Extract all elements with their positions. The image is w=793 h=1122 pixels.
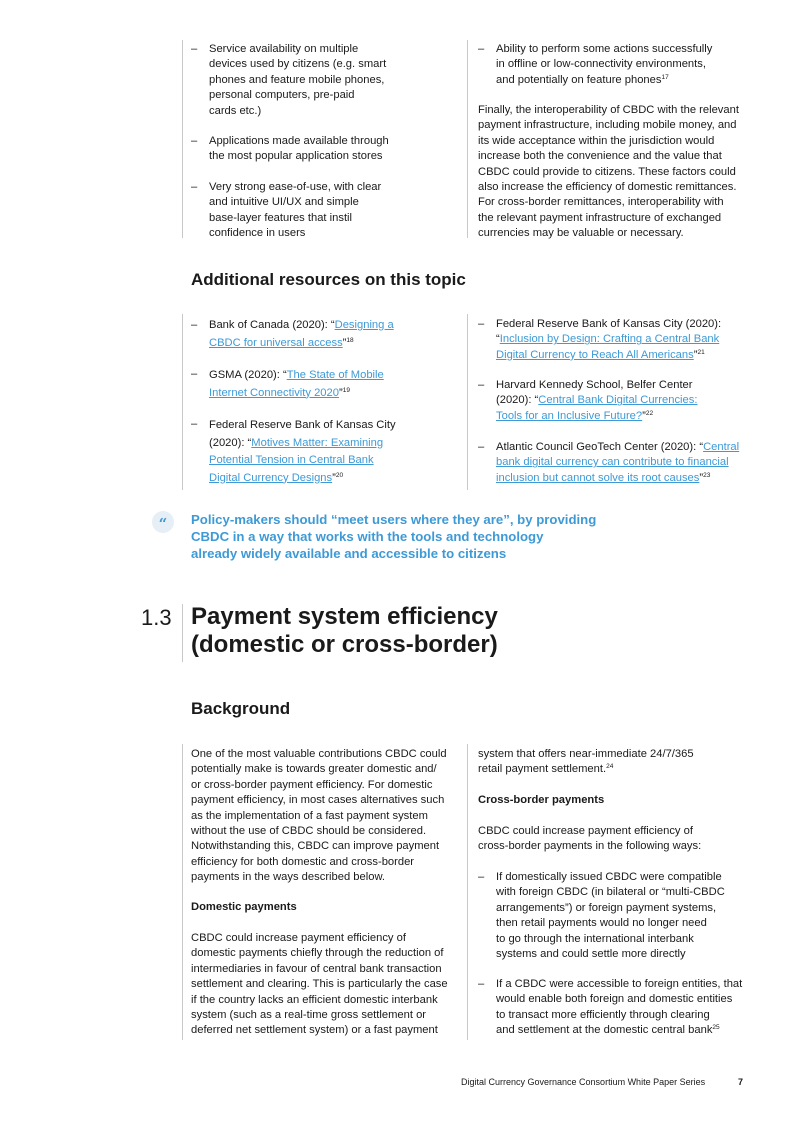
resource-link[interactable]: inclusion but cannot solve its root causes [496,471,700,484]
paragraph-line: as the implementation of a fast payment system [191,809,428,822]
top-right-rule [467,40,468,238]
section-title-line: (domestic or cross-border) [191,631,498,658]
paragraph-line: or cross-border payment efficiency. For domestic [191,778,433,791]
resource-link[interactable]: Motives Matter: Examining [251,436,384,449]
bullet-line: personal computers, pre-paid [209,89,355,102]
close-quote: ” [693,348,698,361]
footnote-ref: 17 [661,73,669,81]
footnote-ref: 18 [346,336,354,344]
resource-link[interactable]: Digital Currency to Reach All Americans [496,348,694,361]
resource-link[interactable]: Central Bank Digital Currencies: [538,394,698,407]
top-left-rule [182,40,183,238]
domestic-paragraph [191,931,463,1039]
dash: – [191,368,198,380]
bullet-line [496,73,712,88]
paragraph-line: also increase the efficiency of domestic remittances. [478,181,737,194]
dash: – [191,135,198,147]
resource-link[interactable]: Internet Connectivity 2020 [209,386,339,399]
dash: – [191,43,198,55]
dash: – [478,871,485,883]
footnote-ref: 24 [606,763,614,771]
paragraph-line: CBDC could provide to citizens. These factors could [478,165,736,178]
paragraph-line: domestic payments chiefly through the reduction of [191,947,444,960]
paragraph-line: retail payment settlement. [478,763,607,776]
dash: – [191,319,198,331]
bullet-line: If domestically issued CBDC were compatible [496,871,722,883]
dash: – [191,418,198,430]
paragraph-line: payment infrastructure, including mobile money, and [478,119,737,132]
close-quote: ” [642,409,646,422]
quote-line: already widely available and accessible to citizens [191,546,507,561]
footnote-ref: 20 [335,471,344,479]
bullet-line: to transact more efficiently through clearing [496,1008,710,1021]
resource-source: “ [496,333,500,346]
resource-link[interactable]: Inclusion by Design: Crafting a Central Bank [499,333,720,346]
dash: – [478,43,485,55]
bottom-right-rule [467,744,468,1040]
paragraph-line: increase both the convenience and the value that [478,150,722,163]
intro-paragraph [191,747,463,886]
continued-paragraph [478,747,768,778]
footnote-ref: 22 [645,409,654,417]
resource-source: Harvard Kennedy School, Belfer Center [496,379,693,391]
section-number-rule [182,604,183,662]
resource-source: Bank of Canada (2020): “ [209,319,335,331]
paragraph-line: settlement and clearing. This is particularly the case [191,978,448,991]
bullet-line: If a CBDC were accessible to foreign entities, that [496,978,743,990]
resource-link[interactable]: The State of Mobile [286,369,384,381]
resource-link[interactable]: Designing a [334,319,394,331]
bullet-line: the most popular application stores [209,150,383,163]
resource-source: (2020): “ [496,394,539,407]
bullet-line: would enable both foreign and domestic entities [496,993,733,1006]
paragraph-line: system (such as a real-time gross settlement or [191,1009,427,1022]
paragraph-line: efficiency for both domestic and cross-border [191,855,415,868]
close-quote: ” [699,471,704,484]
quote-line: Policy-makers should “meet users where they are”, by providing [191,512,597,527]
bullet-line: with foreign CBDC (in bilateral or “multi-CBDC [496,886,725,899]
resource-source: Federal Reserve Bank of Kansas City (2020): [496,318,722,330]
resources-left-rule [182,314,183,490]
bullet-line-text: and potentially on feature phones [496,73,662,86]
bullet-line: phones and feature mobile phones, [209,73,385,86]
quote-line: CBDC in a way that works with the tools and technology [191,529,544,544]
resource-link[interactable]: Digital Currency Designs [209,471,333,484]
footnote-ref: 25 [712,1024,720,1032]
paragraph-line: currencies may be valuable or necessary. [478,227,684,240]
resource-link[interactable]: Tools for an Inclusive Future? [496,409,643,422]
section-number: 1.3 [141,605,172,630]
quote-icon: “ [152,511,174,533]
pull-quote [191,511,751,562]
paragraph-line: the relevant payment infrastructure of exchanged [478,211,722,224]
paragraph-line: For cross-border remittances, interoperability with [478,196,724,209]
bullet-line: and intuitive UI/UX and simple [209,196,359,209]
paragraph-line: cross-border payments in the following ways: [478,840,702,853]
resource-link[interactable]: Central [703,441,740,453]
bullet-line: and settlement at the domestic central bank [496,1024,713,1037]
resource-source: Federal Reserve Bank of Kansas City [209,419,396,431]
footnote-ref: 21 [697,348,705,356]
paragraph-line: intermediaries in favour of central bank transaction [191,962,442,975]
close-quote: ” [338,386,343,399]
paragraph-line: One of the most valuable contributions CBDC could [191,748,447,760]
resource-source: Atlantic Council GeoTech Center (2020): “ [496,441,704,453]
paragraph-line: payments in the ways described below. [191,871,386,884]
dash: – [478,441,485,453]
bullet-line: in offline or low-connectivity environments, [496,58,706,71]
paragraph-line: Notwithstanding this, CBDC can improve payment [191,840,440,853]
resources-right-rule [467,314,468,490]
paragraph-line: if the country lacks an efficient domestic interbank [191,993,438,1006]
paragraph-line: CBDC could increase payment efficiency of [478,825,693,837]
bullet-line: then retail payments would no longer need [496,917,707,930]
domestic-heading: Domestic payments [191,901,297,913]
bullet-line: Applications made available through [209,135,389,147]
paragraph-line: without the use of CBDC should be considered. [191,825,427,838]
resource-source: GSMA (2020): “ [209,369,287,381]
paragraph-line: potentially make is towards greater domestic and/ [191,763,437,776]
crossborder-intro [478,824,768,855]
footnote-ref: 23 [703,471,711,479]
dash: – [478,379,485,391]
bullet-line: arrangements”) or foreign payment systems, [496,901,717,914]
resource-link[interactable]: bank digital currency can contribute to financial [496,456,729,469]
resource-link[interactable]: Potential Tension in Central Bank [209,454,374,466]
paragraph-line: system that offers near-immediate 24/7/365 [478,748,694,760]
paragraph-line: payment efficiency, in most cases alternatives such [191,794,445,807]
bullet-line: Very strong ease-of-use, with clear [209,181,382,193]
background-heading: Background [191,699,291,718]
interoperability-paragraph [478,103,768,242]
dash: – [478,318,485,330]
bottom-left-rule [182,744,183,1040]
bullet-line: base-layer features that instil [209,211,353,224]
bullet-line: devices used by citizens (e.g. smart [209,58,387,71]
bullet-line: confidence in users [209,227,306,240]
section-title-line: Payment system efficiency [191,603,498,630]
footer-series: Digital Currency Governance Consortium White Paper Series [461,1077,706,1087]
paragraph-line: deferred net settlement system) or a fast payment [191,1024,438,1037]
close-quote: ” [332,471,336,484]
paragraph-line: its wide acceptance within the jurisdiction would [478,134,715,147]
section-title [191,603,498,659]
dash: – [191,181,198,193]
paragraph-line: CBDC could increase payment efficiency of [191,932,406,944]
bullet-line: systems and could settle more directly [496,948,686,961]
dash: – [478,978,485,990]
bullet-line: Service availability on multiple [209,43,359,55]
page-number: 7 [738,1077,744,1087]
close-quote: ” [342,336,347,349]
resources-heading: Additional resources on this topic [191,270,466,289]
resource-source: (2020): “ [209,436,252,449]
footnote-ref: 19 [342,386,350,394]
bullet-line: to go through the international interbank [496,932,694,945]
resource-link[interactable]: CBDC for universal access [209,336,343,349]
bullet-line: cards etc.) [209,104,262,117]
paragraph-line: Finally, the interoperability of CBDC with the relevant [478,104,739,116]
crossborder-heading: Cross-border payments [478,794,605,806]
bullet-line: Ability to perform some actions successfully [496,43,713,55]
